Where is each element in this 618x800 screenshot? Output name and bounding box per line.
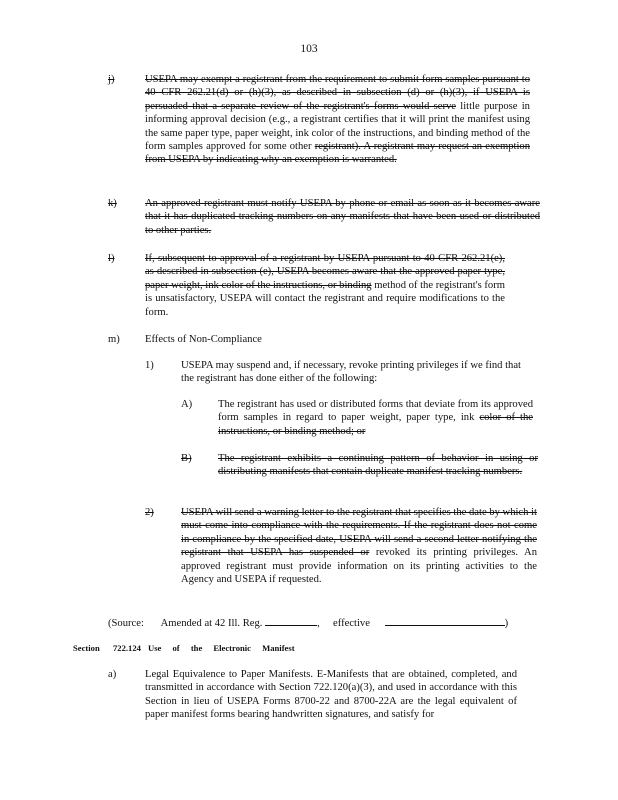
item-m2-struck-text: USEPA will send a warning letter to the registrant that specifies the date by which it must come into compliance with the requirements. If the registrant does not come in compliance by the specified date, USEPA will send a second letter notifying the registrant that USEPA has suspended or xyxy=(181,507,537,559)
item-m-heading: Effects of Non-Compliance xyxy=(145,334,262,345)
source-note xyxy=(108,615,528,630)
item-A-struck-text: color of the instructions, or binding method; or xyxy=(218,412,533,437)
item-j-plain-text: little purpose in informing approval decision (e.g., a registrant certifies that it will print the manifest using the same paper type, paper weight, ink color of the instructions, and binding method of the form samples approved for some other xyxy=(145,100,530,153)
item-l-struck-text: If, subsequent to approval of a registrant by USEPA pursuant to 40 CFR 262.21(e), as described in subsection (e), USEPA becomes aware that the approved paper type, paper weight, ink color of the instructions, or binding xyxy=(145,253,505,291)
item-j-label: j) xyxy=(108,74,115,85)
source-amended: Amended at 42 Ill. Reg. xyxy=(160,618,263,629)
item-A xyxy=(218,398,533,438)
item-a-label: a) xyxy=(108,669,117,680)
section-title: Use of the Electronic Manifest xyxy=(148,643,295,653)
item-k-struck-text: An approved registrant must notify USEPA by phone or email as soon as it becomes aware that it has duplicated tracking numbers on any manifests that have been used or distributed to other parties. xyxy=(145,198,540,236)
item-k xyxy=(145,197,540,237)
source-close: ) xyxy=(504,618,509,629)
item-l-plain-text: method of the registrant's form is unsatisfactory, USEPA will contact the registrant and require modifications to the form. xyxy=(145,279,505,318)
item-m2 xyxy=(181,506,537,586)
item-m1-label: 1) xyxy=(145,360,154,371)
source-effective: effective xyxy=(333,618,370,629)
item-j-struck-text-1: USEPA may exempt a registrant from the requirement to submit form samples pursuant to 40 CFR 262.21(d) or (h)(3), as described in subsection (d) or (h)(3), if USEPA is persuaded that a separate review of the registrant's forms would serve xyxy=(145,74,530,112)
item-B-label: B) xyxy=(181,453,192,464)
item-m-label: m) xyxy=(108,334,120,345)
reg-blank xyxy=(265,615,317,626)
item-j-struck-text-2: registrant). A registrant may request an exemption from USEPA by indicating why an exemption is warranted. xyxy=(145,141,530,166)
item-m2-label: 2) xyxy=(145,507,154,518)
source-label: (Source: xyxy=(108,618,144,629)
item-l-label: l) xyxy=(108,253,115,264)
page-number: 103 xyxy=(300,43,318,55)
item-A-plain-text: The registrant has used or distributed forms that deviate from its approved form samples in regard to paper weight, paper type, ink xyxy=(218,399,533,424)
section-word: Section xyxy=(73,643,100,653)
item-m2-plain-text: revoked its printing privileges. An approved registrant must provide information on its printing activities to the Agency and USEPA if requested. xyxy=(181,547,537,586)
item-j xyxy=(145,73,530,167)
section-number: 722.124 xyxy=(113,643,141,653)
item-A-label: A) xyxy=(181,399,193,410)
item-k-label: k) xyxy=(108,198,117,209)
item-B xyxy=(218,452,538,479)
effective-blank xyxy=(385,615,505,626)
item-m1-text: USEPA may suspend and, if necessary, revoke printing privileges if we find that the registrant has done either of the following: xyxy=(181,360,521,385)
item-l xyxy=(145,252,505,319)
item-a-text: Legal Equivalence to Paper Manifests. E-Manifests that are obtained, completed, and transmitted in accordance with Section 722.120(a)(3), and used in accordance with this Section in lieu of USEPA Forms 8700-22 and 8700-22A are the legal equivalent of paper manifest forms bearing handwritten signatures, and satisfy for xyxy=(145,669,517,721)
source-comma: , xyxy=(317,618,320,629)
item-B-struck-text: The registrant exhibits a continuing pattern of behavior in using or distributing manifests that contain duplicate manifest tracking numbers. xyxy=(218,453,538,478)
